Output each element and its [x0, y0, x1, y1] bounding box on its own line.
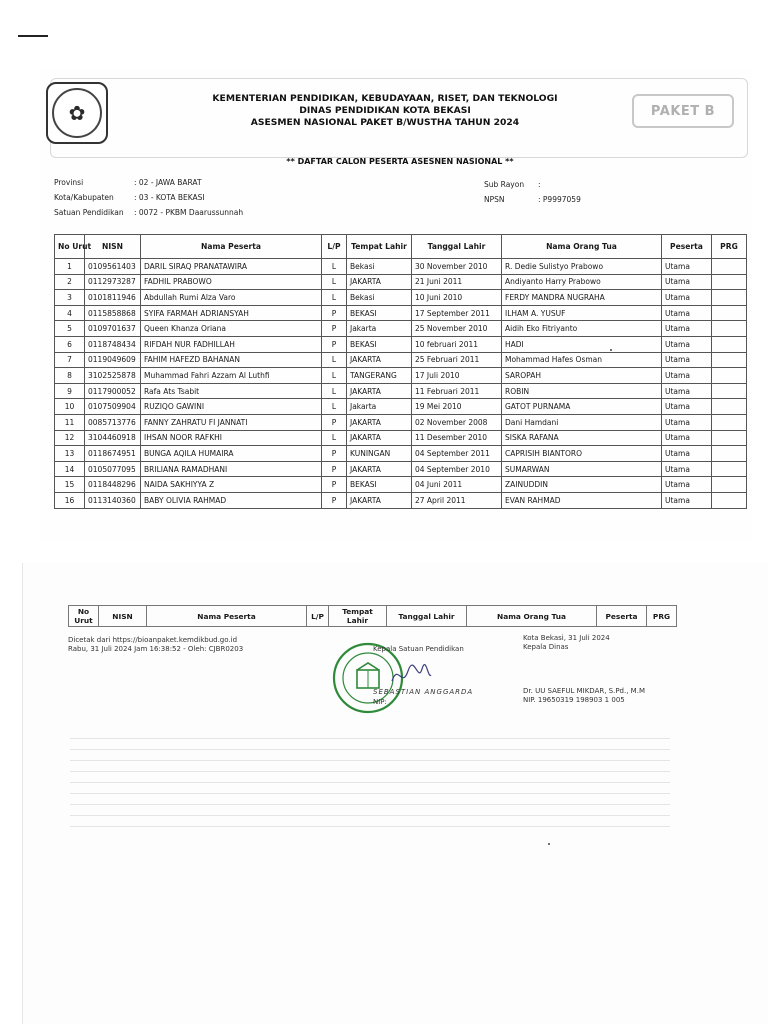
official-name: Dr. UU SAEFUL MIKDAR, S.Pd., M.M [523, 687, 645, 695]
table-cell: L [322, 274, 347, 290]
official-block [523, 687, 645, 705]
table-cell: Utama [662, 290, 712, 306]
tut-wuri-handayani-logo [46, 82, 108, 144]
table-cell: L [322, 430, 347, 446]
table-cell: 9 [55, 383, 85, 399]
table-cell: 10 [55, 399, 85, 415]
table-cell: BEKASI [347, 305, 412, 321]
signature-icon [388, 661, 433, 691]
table-cell: P [322, 336, 347, 352]
column-header: Nama Peserta [147, 606, 307, 627]
official-nip: NIP. 19650319 198903 1 005 [523, 696, 625, 704]
table-cell: 8 [55, 368, 85, 384]
table-cell: JAKARTA [347, 383, 412, 399]
table-cell: Jakarta [347, 321, 412, 337]
table-row [55, 383, 747, 399]
table-cell [712, 492, 747, 508]
table-row [55, 336, 747, 352]
table-cell: Utama [662, 399, 712, 415]
table-cell: RUZIQO GAWINI [141, 399, 322, 415]
table-row [55, 477, 747, 493]
column-header: L/P [307, 606, 329, 627]
table-cell: BUNGA AQILA HUMAIRA [141, 446, 322, 462]
place-date: Kota Bekasi, 31 Juli 2024 [523, 634, 610, 642]
column-header: Nama Orang Tua [502, 235, 662, 259]
table-row [55, 290, 747, 306]
column-header: NISN [99, 606, 147, 627]
table-cell [712, 290, 747, 306]
table-body [55, 259, 747, 509]
table-cell: FERDY MANDRA NUGRAHA [502, 290, 662, 306]
meta-row-npsn [484, 192, 581, 207]
table-cell: P [322, 305, 347, 321]
table-cell: BEKASI [347, 477, 412, 493]
table-cell: P [322, 321, 347, 337]
table-cell: Utama [662, 492, 712, 508]
table-cell: FADHIL PRABOWO [141, 274, 322, 290]
table-cell: EVAN RAHMAD [502, 492, 662, 508]
table-row [55, 274, 747, 290]
agency-title: DINAS PENDIDIKAN KOTA BEKASI [299, 105, 471, 116]
scan-mark [18, 35, 48, 37]
table-cell: 4 [55, 305, 85, 321]
table-cell: 27 April 2011 [412, 492, 502, 508]
meta-row-subrayon [484, 177, 581, 192]
list-title: ** DAFTAR CALON PESERTA ASESNEN NASIONAL ** [286, 157, 514, 166]
table-cell: 10 februari 2011 [412, 336, 502, 352]
table-cell: Queen Khanza Oriana [141, 321, 322, 337]
table-row [55, 259, 747, 275]
table-cell: Utama [662, 430, 712, 446]
table-cell [712, 430, 747, 446]
participant-table-continued [68, 605, 677, 627]
meta-key: Sub Rayon [484, 180, 525, 189]
table-cell [712, 274, 747, 290]
table-cell: 12 [55, 430, 85, 446]
participant-table [54, 234, 747, 509]
column-header: Peserta [597, 606, 647, 627]
table-row [55, 399, 747, 415]
table-cell: Muhammad Fahri Azzam Al Luthfi [141, 368, 322, 384]
meta-key: Provinsi [54, 178, 84, 187]
table-cell: JAKARTA [347, 414, 412, 430]
meta-key: Satuan Pendidikan [54, 208, 124, 217]
table-cell: Bekasi [347, 290, 412, 306]
meta-value: : P9997059 [538, 195, 581, 204]
table-cell: Mohammad Hafes Osman [502, 352, 662, 368]
table-cell: JAKARTA [347, 492, 412, 508]
table-cell: 15 [55, 477, 85, 493]
table-cell: Utama [662, 259, 712, 275]
table-cell: BEKASI [347, 336, 412, 352]
table-cell [712, 336, 747, 352]
table-cell: TANGERANG [347, 368, 412, 384]
table-cell: KUNINGAN [347, 446, 412, 462]
table-cell: 0118748434 [85, 336, 141, 352]
table-cell: 13 [55, 446, 85, 462]
column-header: Tempat Lahir [347, 235, 412, 259]
table-cell [712, 446, 747, 462]
table-cell: Utama [662, 305, 712, 321]
column-header: Tempat Lahir [329, 606, 387, 627]
table-cell: Aidih Eko Fitriyanto [502, 321, 662, 337]
column-header: No Urut [55, 235, 85, 259]
document-header [160, 93, 610, 129]
table-cell: Utama [662, 321, 712, 337]
table-cell: Utama [662, 414, 712, 430]
table-cell: 02 November 2008 [412, 414, 502, 430]
table-cell: 25 November 2010 [412, 321, 502, 337]
table-cell: 6 [55, 336, 85, 352]
meta-right [484, 177, 581, 207]
meta-value: : [538, 180, 541, 189]
table-cell [712, 352, 747, 368]
table-cell: 0101811946 [85, 290, 141, 306]
table-cell: 0117900052 [85, 383, 141, 399]
column-header: L/P [322, 235, 347, 259]
table-cell: 17 Juli 2010 [412, 368, 502, 384]
table-cell: 17 September 2011 [412, 305, 502, 321]
column-header: Tanggal Lahir [412, 235, 502, 259]
table-cell [712, 368, 747, 384]
table-cell: Utama [662, 461, 712, 477]
table-cell: 19 Mei 2010 [412, 399, 502, 415]
table-cell: SAROPAH [502, 368, 662, 384]
table-cell: L [322, 259, 347, 275]
meta-key: NPSN [484, 195, 505, 204]
table-cell: NAIDA SAKHIYYA Z [141, 477, 322, 493]
table-cell: DARIL SIRAQ PRANATAWIRA [141, 259, 322, 275]
meta-row-provinsi [54, 175, 243, 190]
print-timestamp: Rabu, 31 Juli 2024 Jam 16:38:52 - Oleh: CJBR0203 [68, 645, 244, 653]
table-cell [712, 259, 747, 275]
print-info [68, 636, 243, 654]
table-cell: RIFDAH NUR FADHILLAH [141, 336, 322, 352]
meta-row-kota [54, 190, 243, 205]
table-cell: 16 [55, 492, 85, 508]
print-source: Dicetak dari https://bioanpaket.kemdikbud.go.id [68, 636, 238, 644]
table-cell: Utama [662, 352, 712, 368]
table-cell: BABY OLIVIA RAHMAD [141, 492, 322, 508]
table-cell: 11 Februari 2011 [412, 383, 502, 399]
table-cell: Bekasi [347, 259, 412, 275]
sign-block [523, 634, 610, 652]
column-header: NISN [85, 235, 141, 259]
table-row [55, 492, 747, 508]
table-cell: P [322, 446, 347, 462]
table-cell: L [322, 290, 347, 306]
table-row [55, 321, 747, 337]
paket-badge: PAKET B [632, 94, 734, 128]
table-cell: Utama [662, 477, 712, 493]
table-cell: HADI [502, 336, 662, 352]
table-cell: L [322, 399, 347, 415]
table-cell: L [322, 352, 347, 368]
table-cell: Rafa Ats Tsabit [141, 383, 322, 399]
scan-speck [610, 349, 612, 351]
table-cell: L [322, 368, 347, 384]
table-cell: 11 Desember 2010 [412, 430, 502, 446]
table-cell: Dani Hamdani [502, 414, 662, 430]
table-cell: CAPRISIH BIANTORO [502, 446, 662, 462]
table-cell: 2 [55, 274, 85, 290]
table-cell: 1 [55, 259, 85, 275]
table-cell: 0085713776 [85, 414, 141, 430]
table-cell: 3 [55, 290, 85, 306]
signer-nip: NIP: [373, 698, 387, 706]
table-cell: P [322, 492, 347, 508]
table-cell: ILHAM A. YUSUF [502, 305, 662, 321]
table-cell: Utama [662, 274, 712, 290]
table-cell [712, 383, 747, 399]
table-cell [712, 321, 747, 337]
table-cell: FAHIM HAFEZD BAHANAN [141, 352, 322, 368]
meta-left [54, 175, 243, 220]
table-cell: GATOT PURNAMA [502, 399, 662, 415]
table-cell [712, 477, 747, 493]
table-cell: 3104460918 [85, 430, 141, 446]
table-cell: 30 November 2010 [412, 259, 502, 275]
table-cell [712, 305, 747, 321]
meta-value: : 02 - JAWA BARAT [134, 178, 202, 187]
table-cell: 0112973287 [85, 274, 141, 290]
table-cell: R. Dedie Sulistyo Prabowo [502, 259, 662, 275]
table-row [55, 305, 747, 321]
column-header: Peserta [662, 235, 712, 259]
table-cell: JAKARTA [347, 461, 412, 477]
table-cell: 21 Juni 2011 [412, 274, 502, 290]
table-cell: 10 Juni 2010 [412, 290, 502, 306]
table-cell: 0113140360 [85, 492, 141, 508]
column-header: PRG [712, 235, 747, 259]
table-cell: P [322, 477, 347, 493]
column-header: Nama Orang Tua [467, 606, 597, 627]
meta-value: : 03 - KOTA BEKASI [134, 193, 205, 202]
table-header-row [55, 235, 747, 259]
table-cell: 5 [55, 321, 85, 337]
column-header: Nama Peserta [141, 235, 322, 259]
table-cell: 11 [55, 414, 85, 430]
table-cell: 04 September 2011 [412, 446, 502, 462]
table-cell: 0107509904 [85, 399, 141, 415]
table-cell: SUMARWAN [502, 461, 662, 477]
table-cell: Utama [662, 336, 712, 352]
table-cell [712, 399, 747, 415]
table-cell: 0109701637 [85, 321, 141, 337]
table-cell: 14 [55, 461, 85, 477]
exam-title: ASESMEN NASIONAL PAKET B/WUSTHA TAHUN 2024 [250, 117, 520, 128]
table-cell: 0115858868 [85, 305, 141, 321]
column-header: PRG [647, 606, 677, 627]
table-row [55, 461, 747, 477]
table-cell: 0105077095 [85, 461, 141, 477]
kepala-satuan-label: Kepala Satuan Pendidikan [373, 645, 464, 653]
table-cell: P [322, 414, 347, 430]
table-cell: 3102525878 [85, 368, 141, 384]
table-cell [712, 414, 747, 430]
table-cell: Andiyanto Harry Prabowo [502, 274, 662, 290]
meta-value: : 0072 - PKBM Daarussunnah [134, 208, 244, 217]
table-cell: ZAINUDDIN [502, 477, 662, 493]
table-row [55, 446, 747, 462]
logo-emblem-icon: ✿ [52, 88, 102, 138]
column-header: Tanggal Lahir [387, 606, 467, 627]
meta-key: Kota/Kabupaten [54, 193, 114, 202]
table-cell: BRILIANA RAMADHANI [141, 461, 322, 477]
column-header: No Urut [69, 606, 99, 627]
table-row [55, 430, 747, 446]
table-cell: Utama [662, 368, 712, 384]
table-cell: 04 Juni 2011 [412, 477, 502, 493]
table-header-row [69, 606, 677, 627]
table-cell: Utama [662, 446, 712, 462]
table-cell: JAKARTA [347, 430, 412, 446]
meta-row-satuan [54, 205, 243, 220]
table-cell: 0119049609 [85, 352, 141, 368]
ministry-title: KEMENTERIAN PENDIDIKAN, KEBUDAYAAN, RISET, DAN TEKNOLOGI [212, 93, 558, 104]
signer-name: SEBASTIAN ANGGARDA [373, 688, 474, 696]
table-cell: Jakarta [347, 399, 412, 415]
table-cell: JAKARTA [347, 352, 412, 368]
table-cell: SISKA RAFANA [502, 430, 662, 446]
table-row [55, 414, 747, 430]
table-cell [712, 461, 747, 477]
scan-speck [548, 843, 550, 845]
table-cell: ROBIN [502, 383, 662, 399]
table-cell: L [322, 383, 347, 399]
table-cell: 04 September 2010 [412, 461, 502, 477]
table-cell: 25 Februari 2011 [412, 352, 502, 368]
bleed-through-texture [70, 728, 670, 848]
table-cell: 0109561403 [85, 259, 141, 275]
table-cell: 7 [55, 352, 85, 368]
table-row [55, 352, 747, 368]
table-cell: Abdullah Rumi Alza Varo [141, 290, 322, 306]
table-cell: SYIFA FARMAH ADRIANSYAH [141, 305, 322, 321]
kepala-dinas-label: Kepala Dinas [523, 643, 569, 651]
table-cell: IHSAN NOOR RAFKHI [141, 430, 322, 446]
table-cell: 0118674951 [85, 446, 141, 462]
table-row [55, 368, 747, 384]
table-cell: 0118448296 [85, 477, 141, 493]
table-cell: JAKARTA [347, 274, 412, 290]
table-cell: P [322, 461, 347, 477]
table-cell: FANNY ZAHRATU FI JANNATI [141, 414, 322, 430]
table-cell: Utama [662, 383, 712, 399]
